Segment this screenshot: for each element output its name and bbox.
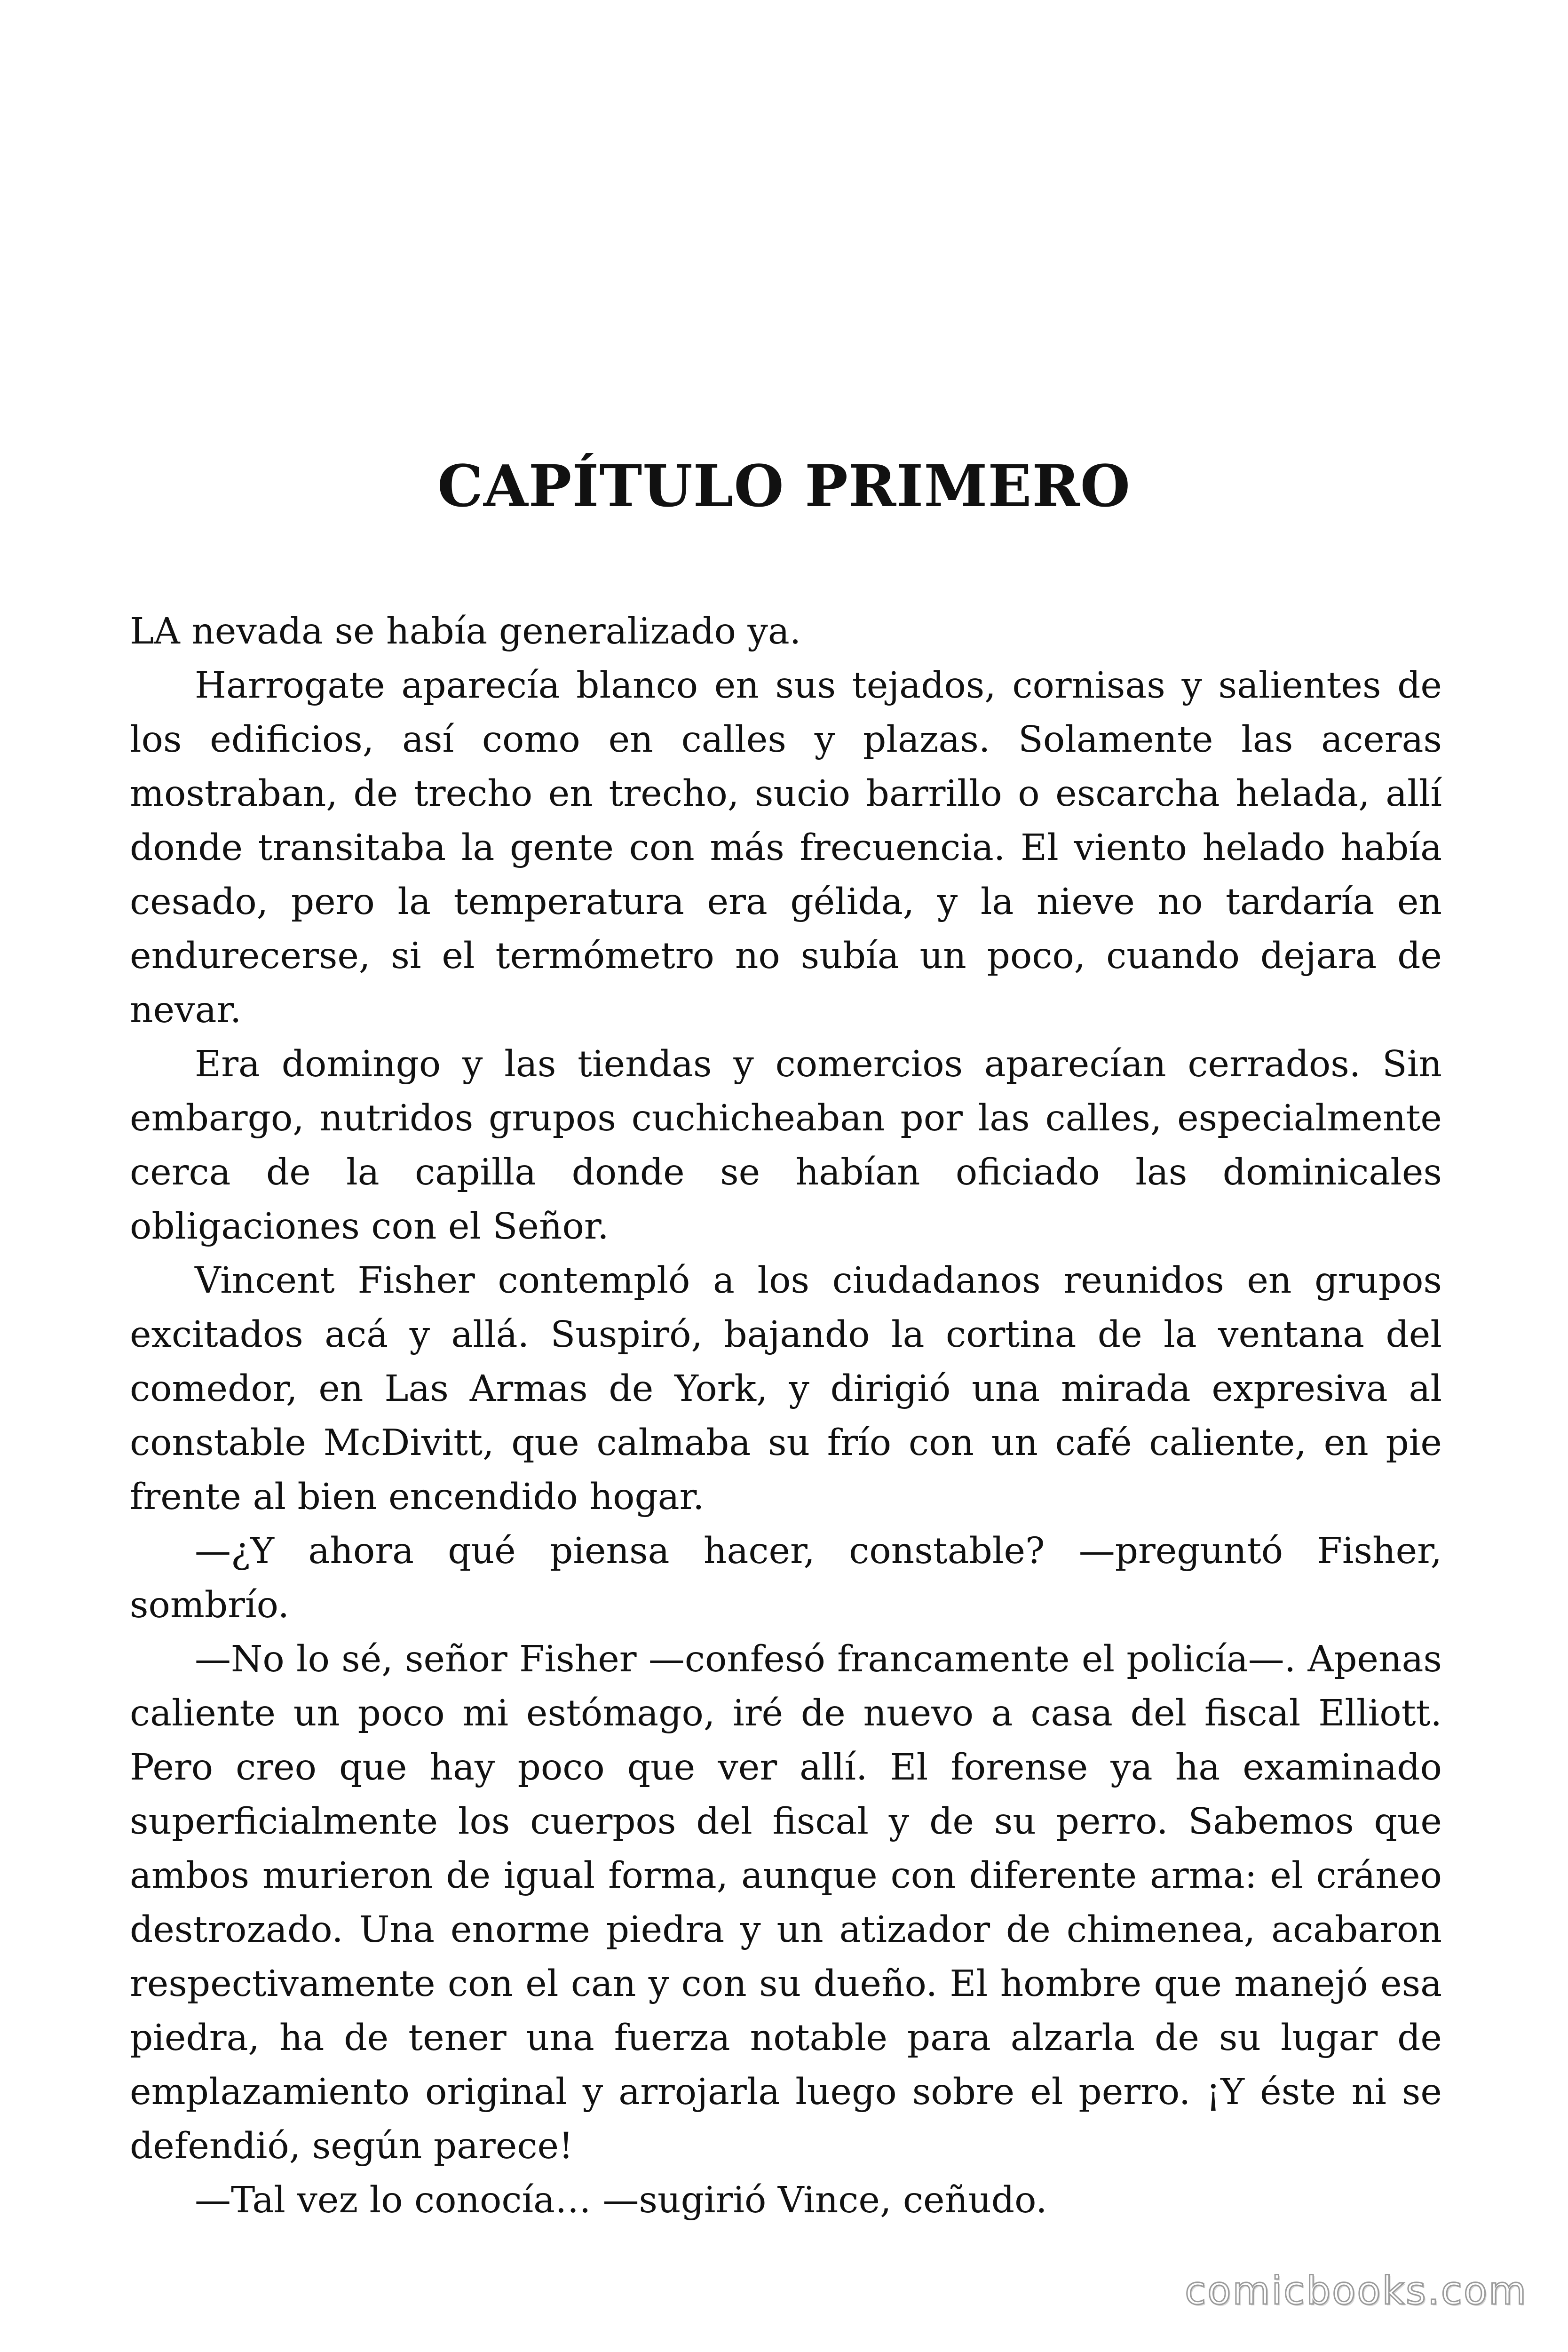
paragraph: Vincent Fisher contempló a los ciudadanos reunidos en grupos excitados acá y allá. Suspiró, bajando la cortina de la ventana del comedor, en Las Armas de York, y dirigió una mirada expresiva al constable McDivitt, que calmaba su frío con un café caliente, en pie frente al bien encendido hogar.	[130, 1260, 1442, 1518]
paragraph: —Tal vez lo conocía… —sugirió Vince, ceñudo.	[195, 2179, 1047, 2221]
paragraph: LA nevada se había generalizado ya.	[130, 611, 801, 652]
chapter-title: CAPÍTULO PRIMERO	[437, 452, 1131, 520]
paragraph: —No lo sé, señor Fisher —confesó francamente el policía—. Apenas caliente un poco mi estómago, iré de nuevo a casa del fiscal Elliott. Pero creo que hay poco que ver allí. El forense ya ha examinado superficialmente los cuerpos del fiscal y de su perro. Sabemos que ambos murieron de igual forma, aunque con diferente arma: el cráneo destrozado. Una enorme piedra y un atizador de chimenea, acabaron respectivamente con el can y con su dueño. El hombre que manejó esa piedra, ha de tener una fuerza notable para alzarla de su lugar de emplazamiento original y arrojarla luego sobre el perro. ¡Y éste ni se defendió, según parece!	[130, 1638, 1442, 2167]
paragraph: Era domingo y las tiendas y comercios aparecían cerrados. Sin embargo, nutridos grupos cuchicheaban por las calles, especialmente cerca de la capilla donde se habían oficiado las dominicales obligaciones con el Señor.	[130, 1043, 1442, 1248]
watermark: comicbooks.com	[1185, 2269, 1528, 2313]
paragraph: —¿Y ahora qué piensa hacer, constable? —preguntó Fisher, sombrío.	[130, 1530, 1442, 1626]
paragraph: Harrogate aparecía blanco en sus tejados, cornisas y salientes de los edificios, así como en calles y plazas. Solamente las aceras mostraban, de trecho en trecho, sucio barrillo o escarcha helada, allí donde transitaba la gente con más frecuencia. El viento helado había cesado, pero la temperatura era gélida, y la nieve no tardaría en endurecerse, si el termómetro no subía un poco, cuando dejara de nevar.	[130, 665, 1442, 1031]
chapter-body	[130, 604, 1442, 2227]
